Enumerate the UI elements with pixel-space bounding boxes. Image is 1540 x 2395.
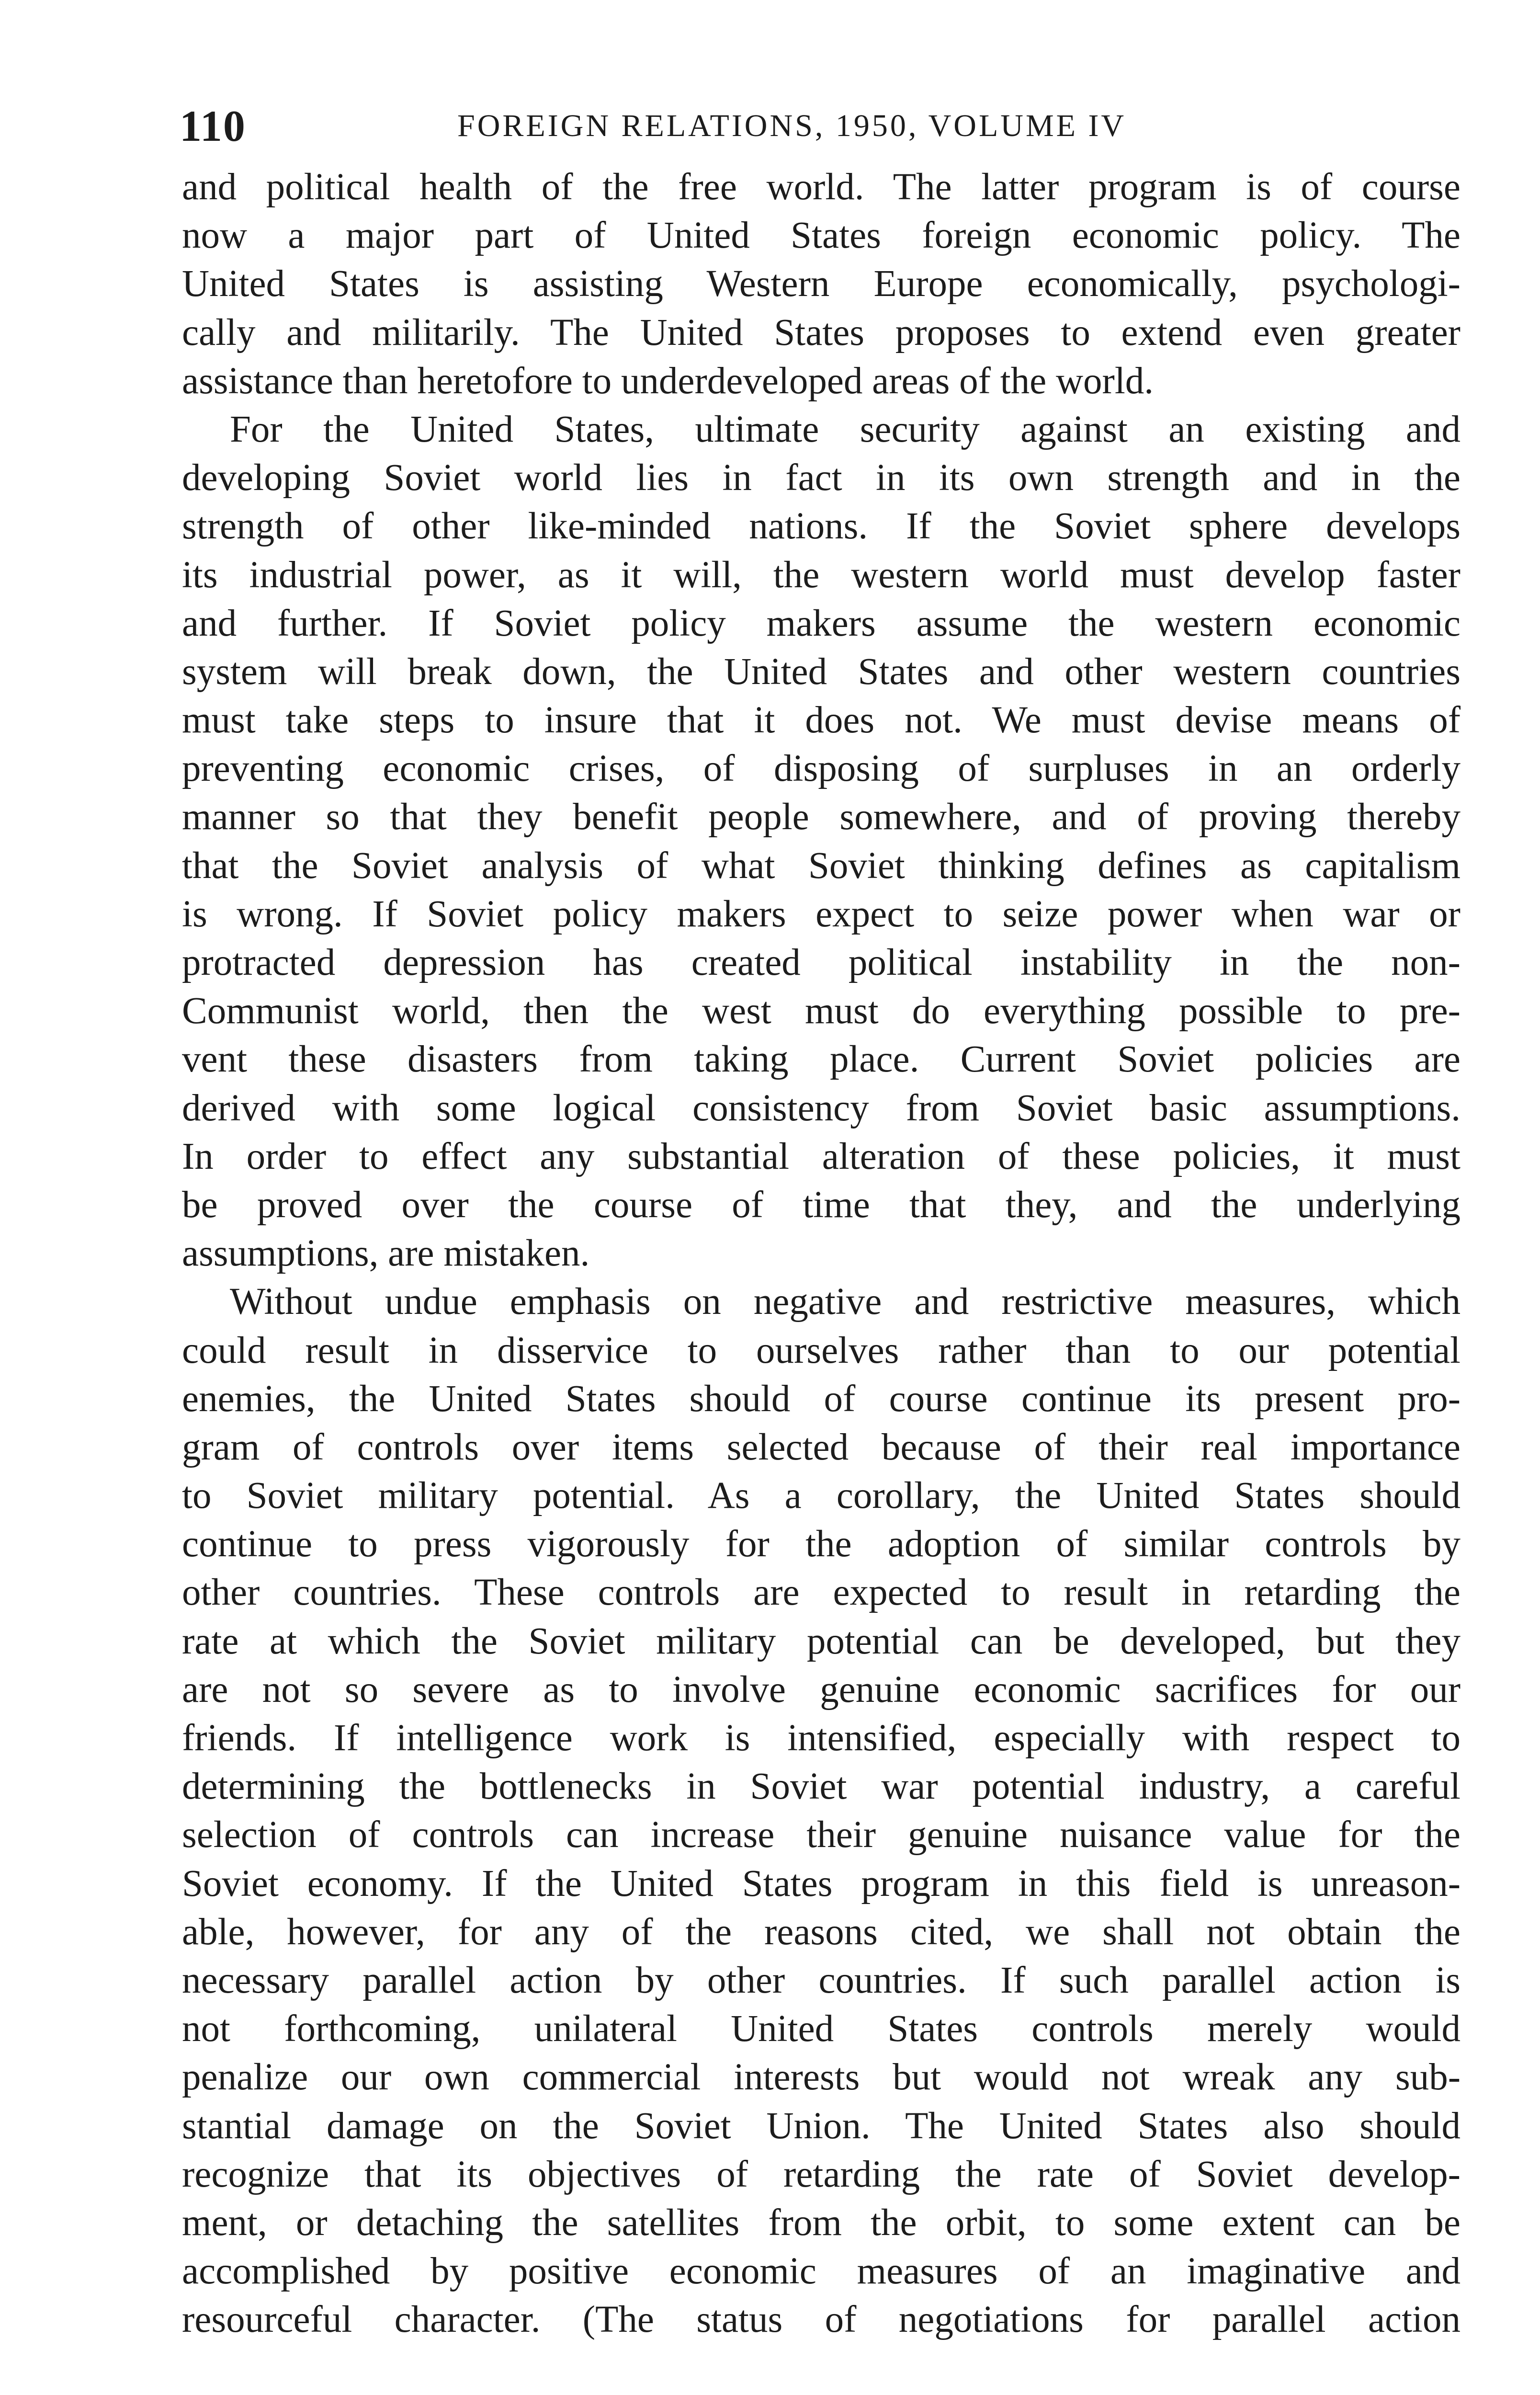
text-line: be proved over the course of time that they, and the underlying [182,1184,1461,1226]
text-line: and further. If Soviet policy makers assume the western economic [182,602,1461,644]
text-line: protracted depression has created political instability in the non- [182,942,1461,983]
text-line: Soviet economy. If the United States program in this field is unreason- [182,1862,1461,1905]
text-line: accomplished by positive economic measures of an imaginative and [182,2250,1461,2292]
text-line: assistance than heretofore to underdeveloped areas of the world. [182,360,1154,402]
text-line: stantial damage on the Soviet Union. The United States also should [182,2105,1461,2147]
text-line: assumptions, are mistaken. [182,1232,590,1275]
text-line: ment, or detaching the satellites from the orbit, to some extent can be [182,2201,1461,2244]
text-line: must take steps to insure that it does not. We must devise means of [182,699,1461,741]
text-line: recognize that its objectives of retarding the rate of Soviet develop- [182,2153,1461,2195]
text-line: determining the bottlenecks in Soviet war potential industry, a careful [182,1766,1461,1808]
text-line: and political health of the free world. The latter program is of course [182,166,1461,208]
text-line: selection of controls can increase their genuine nuisance value for the [182,1814,1461,1856]
text-line: not forthcoming, unilateral United States controls merely would [182,2008,1461,2050]
text-line: United States is assisting Western Europe economically, psychologi- [182,263,1461,305]
text-line: friends. If intelligence work is intensified, especially with respect to [182,1717,1461,1759]
text-line: In order to effect any substantial alteration of these policies, it must [182,1135,1461,1177]
text-line: could result in disservice to ourselves rather than to our potential [182,1329,1461,1371]
running-head: FOREIGN RELATIONS, 1950, VOLUME IV [457,108,1127,143]
text-line: now a major part of United States foreign economic policy. The [182,215,1461,257]
text-line: cally and militarily. The United States proposes to extend even greater [182,311,1461,354]
text-line: developing Soviet world lies in fact in its own strength and in the [182,457,1461,499]
text-line: able, however, for any of the reasons cited, we shall not obtain the [182,1911,1461,1953]
paragraph-first-line: For the United States, ultimate security against an existing and [230,408,1461,450]
text-line: penalize our own commercial interests but would not wreak any sub- [182,2056,1461,2098]
text-line: Communist world, then the west must do everything possible to pre- [182,990,1461,1032]
paragraph-first-line: Without undue emphasis on negative and restrictive measures, which [230,1281,1461,1323]
text-line: vent these disasters from taking place. Current Soviet policies are [182,1038,1461,1081]
text-line: preventing economic crises, of disposing of surpluses in an orderly [182,748,1461,790]
text-line: rate at which the Soviet military potential can be developed, but they [182,1620,1461,1662]
text-line: enemies, the United States should of course continue its present pro- [182,1378,1461,1420]
page-header [180,95,1463,157]
text-line: that the Soviet analysis of what Soviet thinking defines as capitalism [182,844,1461,887]
text-line: resourceful character. (The status of negotiations for parallel action [182,2299,1461,2341]
text-line: its industrial power, as it will, the western world must develop faster [182,554,1461,596]
text-line: gram of controls over items selected because of their real importance [182,1426,1461,1468]
text-line: strength of other like-minded nations. If the Soviet sphere develops [182,505,1461,547]
page-number: 110 [180,102,246,150]
text-line: is wrong. If Soviet policy makers expect to seize power when war or [182,893,1461,935]
text-line: other countries. These controls are expected to result in retarding the [182,1572,1461,1614]
text-line: are not so severe as to involve genuine economic sacrifices for our [182,1668,1461,1711]
text-line: to Soviet military potential. As a corollary, the United States should [182,1475,1461,1517]
body-text [182,163,1461,2344]
text-line: continue to press vigorously for the adoption of similar controls by [182,1523,1461,1565]
text-line: system will break down, the United States and other western countries [182,650,1461,693]
text-line: derived with some logical consistency from Soviet basic assumptions. [182,1087,1461,1129]
text-line: necessary parallel action by other countries. If such parallel action is [182,1959,1461,2001]
text-line: manner so that they benefit people somewhere, and of proving thereby [182,796,1461,838]
